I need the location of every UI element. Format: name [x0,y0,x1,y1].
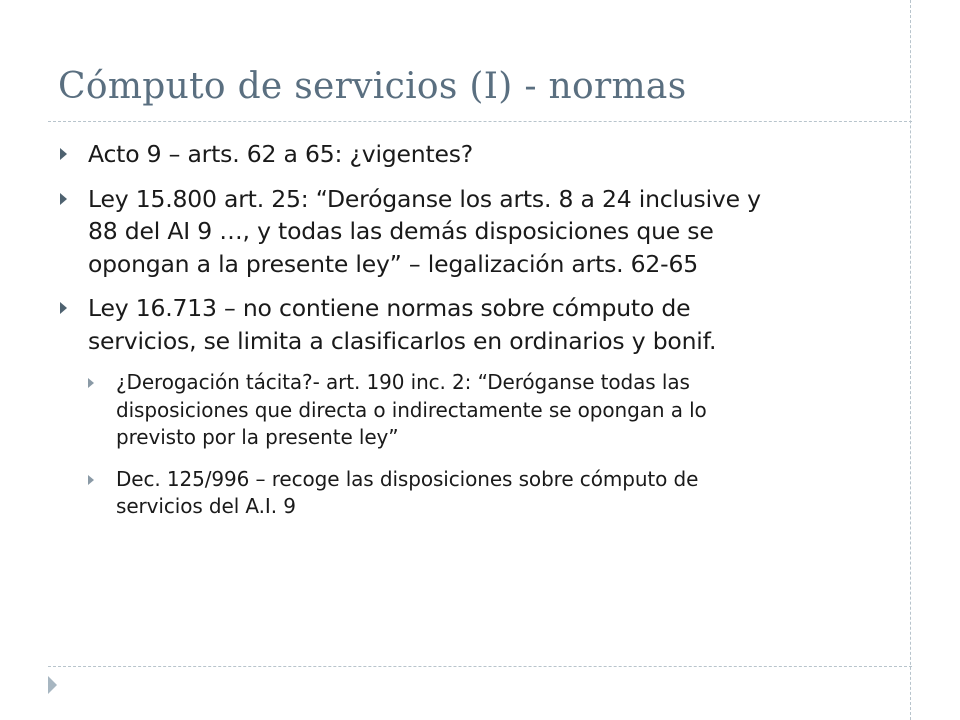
sub-bullet-text-line: disposiciones que directa o indirectamente se opongan a lo [116,397,707,422]
bullet-arrow-icon [60,148,67,160]
sub-bullet-item [58,369,908,452]
bullet-item [58,138,908,171]
sub-bullet-text-line: previsto por la presente ley” [116,425,399,449]
bullet-text-line: Ley 16.713 – no contiene normas sobre cómputo de [88,294,691,322]
bullet-item [58,183,908,281]
bullet-text-line: servicios, se limita a clasificarlos en ordinarios y bonif. [88,326,717,355]
slide-body [58,138,908,535]
footer-divider [48,666,912,667]
bullet-item [58,292,908,357]
title-divider [48,121,912,122]
sub-bullet-text-line: ¿Derogación tácita?- art. 190 inc. 2: “Deróganse todas las [116,370,690,394]
bullet-text-line: opongan a la presente ley” – legalización arts. 62-65 [88,249,698,278]
sub-bullet-text-line: Dec. 125/996 – recoge las disposiciones sobre cómputo de [116,466,699,491]
sub-bullet-item [58,466,908,521]
sub-bullet-text-line: servicios del A.I. 9 [116,494,296,518]
bullet-arrow-icon [60,193,67,205]
sub-bullet-arrow-icon [88,378,94,388]
bullet-arrow-icon [60,302,67,314]
corner-arrow-icon [48,676,57,694]
bullet-text-line: Ley 15.800 art. 25: “Deróganse los arts. 8 a 24 inclusive y [88,184,761,213]
slide-title: Cómputo de servicios (I) - normas [58,66,687,107]
sub-bullet-arrow-icon [88,475,94,485]
right-guide-line [910,0,911,720]
bullet-text-line: Acto 9 – arts. 62 a 65: ¿vigentes? [88,140,474,168]
bullet-text-line: 88 del AI 9 …, y todas las demás disposiciones que se [88,217,714,245]
